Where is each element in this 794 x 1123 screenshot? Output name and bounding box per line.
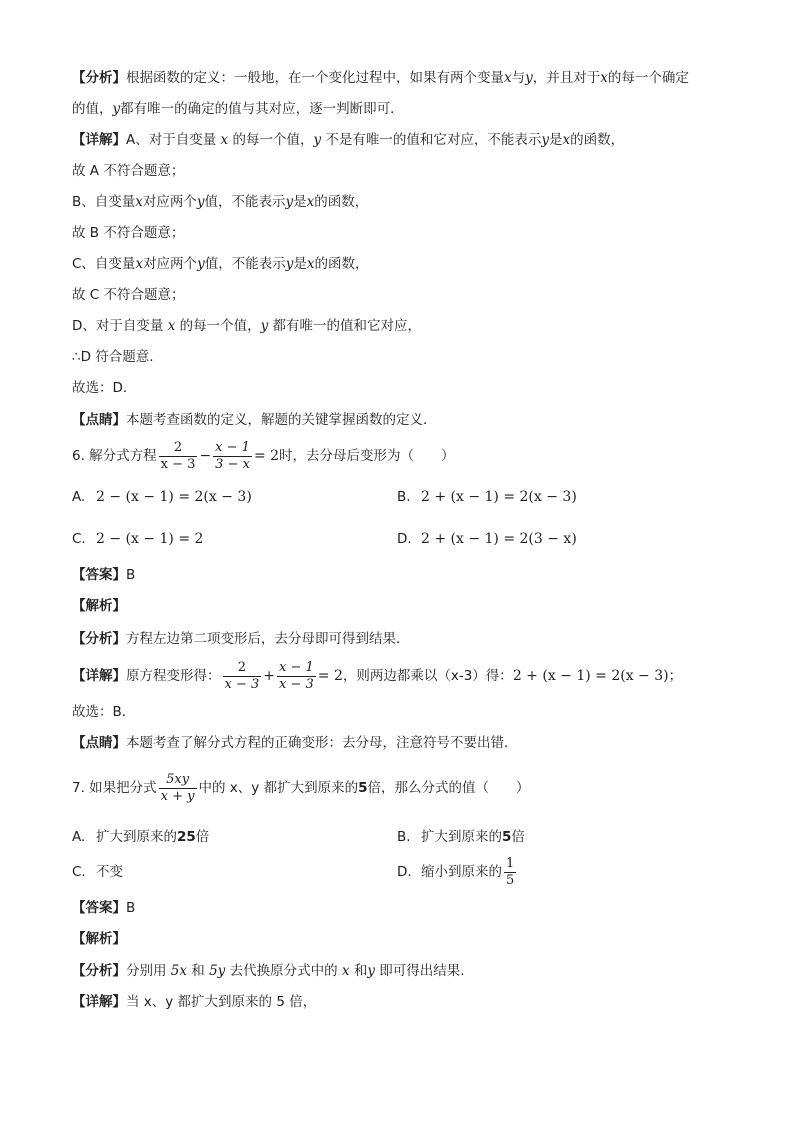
var-y: y <box>285 256 294 272</box>
var-x: x <box>135 194 143 210</box>
var-y: y <box>112 101 121 117</box>
expression: 5y <box>209 963 226 979</box>
analysis-tag: 【分析】 <box>72 631 126 647</box>
denominator: x − 3 <box>224 676 260 692</box>
option-label: D. <box>397 864 412 880</box>
q5-d-line <box>72 316 421 336</box>
text: 对应两个 <box>142 194 197 210</box>
q6-option-a[interactable] <box>72 487 252 507</box>
var-x: x <box>306 194 315 210</box>
text: D、对于自变量 <box>72 318 168 334</box>
text: 的函数， <box>314 256 369 272</box>
var-y: y <box>197 256 205 272</box>
expression: 5x <box>170 963 187 979</box>
solution-tag: 【解析】 <box>72 931 126 947</box>
number: 5 <box>502 829 512 845</box>
var-x: x <box>341 963 350 979</box>
text: 和 <box>349 963 368 979</box>
option-label: D. <box>397 531 412 547</box>
text: 对应两个 <box>143 256 198 272</box>
option-label: C. <box>72 864 86 880</box>
q5-comment <box>72 410 437 430</box>
text: 本题考查函数的定义，解题的关键掌握函数的定义． <box>126 412 437 428</box>
var-y: y <box>313 132 322 148</box>
q5-c-not: 故 C 不符合题意； <box>72 287 185 303</box>
denominator: x − 3 <box>279 676 314 692</box>
q5-a-not: 故 A 不符合题意； <box>72 163 185 179</box>
q5-b-not: 故 B 不符合题意； <box>72 225 185 241</box>
numerator: 2 <box>237 659 247 675</box>
q7-option-c[interactable] <box>72 862 123 882</box>
minus: − <box>199 448 212 464</box>
text: ； <box>668 668 683 684</box>
denominator: 5 <box>506 872 515 888</box>
q5-d-ok: ∴D 符合题意． <box>72 349 163 365</box>
analysis-tag: 【分析】 <box>72 70 126 86</box>
analysis-tag: 【分析】 <box>72 963 126 979</box>
q5-b-line <box>72 192 368 212</box>
option-label: B. <box>397 829 411 845</box>
comment-tag: 【点睛】 <box>72 735 126 751</box>
q7-analysis <box>72 961 465 981</box>
fraction <box>504 856 516 889</box>
var-x: x <box>562 132 571 148</box>
q6-solution-tag <box>72 596 126 616</box>
option-expr: 2 + (x − 1) = 2(x − 3) <box>421 489 577 505</box>
denominator: x − 3 <box>160 456 196 472</box>
text: 与 <box>511 70 526 86</box>
numerator: x − 1 <box>279 659 314 675</box>
detail-tag: 【详解】 <box>72 132 126 148</box>
text: B、自变量 <box>72 194 136 210</box>
text: 根据函数的定义：一般地，在一个变化过程中，如果有两个变量 <box>126 70 504 86</box>
option-expr: 2 − (x − 1) = 2(x − 3) <box>96 489 252 505</box>
fraction <box>277 660 316 693</box>
fraction <box>213 440 252 473</box>
q7-option-a[interactable] <box>72 827 209 847</box>
numerator: 2 <box>173 439 183 455</box>
text: ，并且对于 <box>532 70 601 86</box>
var-x: x <box>167 318 176 334</box>
numerator: 5xy <box>166 771 190 787</box>
fraction <box>223 660 262 693</box>
detail-tag: 【详解】 <box>72 668 126 684</box>
option-expr: 2 + (x − 1) = 2(3 − x) <box>421 531 577 547</box>
number: 5 <box>358 780 368 796</box>
q6-option-d[interactable] <box>397 529 577 549</box>
option-label: C. <box>72 531 86 547</box>
q7-stem <box>72 768 529 808</box>
var-x: x <box>306 256 315 272</box>
numerator: 1 <box>506 855 515 871</box>
q6-option-b[interactable] <box>397 487 577 507</box>
q6-detail <box>72 656 682 696</box>
text: 倍 <box>195 829 210 845</box>
expression: 2 + (x − 1) = 2(x − 3) <box>512 668 669 684</box>
text: 是 <box>293 194 307 210</box>
text: 方程左边第二项变形后，去分母即可得到结果． <box>126 631 410 647</box>
denominator: 3 − x <box>215 456 250 472</box>
text: 值，不能表示 <box>204 256 286 272</box>
text: 去代换原分式中的 <box>225 963 342 979</box>
q6-choose: 故选：B． <box>72 704 136 720</box>
text: 不是有唯一的值和它对应，不能表示 <box>321 132 542 148</box>
option-expr: 2 − (x − 1) = 2 <box>96 531 204 547</box>
text: 是 <box>549 132 563 148</box>
text: 和 <box>187 963 210 979</box>
q7-answer <box>72 898 135 918</box>
comment-tag: 【点睛】 <box>72 412 126 428</box>
q6-answer <box>72 565 135 585</box>
option-label: A. <box>72 489 86 505</box>
text: 都有唯一的确定的值与其对应，逐一判断即可． <box>120 101 404 117</box>
var-x: x <box>504 70 512 86</box>
var-y: y <box>525 70 533 86</box>
numerator: x − 1 <box>215 439 250 455</box>
q6-option-c[interactable] <box>72 529 203 549</box>
option-label: B. <box>397 489 411 505</box>
var-y: y <box>541 132 550 148</box>
text: A、对于自变量 <box>126 132 221 148</box>
q7-option-b[interactable] <box>397 827 525 847</box>
q6-stem <box>72 436 455 476</box>
text: 值，不能表示 <box>204 194 286 210</box>
q5-detail-line1 <box>72 130 624 150</box>
var-y: y <box>367 963 375 979</box>
text: 的函数， <box>314 194 369 210</box>
text: 即可得出结果. <box>374 963 465 979</box>
answer-value: B <box>126 900 136 916</box>
q6-analysis <box>72 629 410 649</box>
equals: = 2 <box>253 448 280 464</box>
q6-suffix: 时，去分母后变形为（ ） <box>279 448 455 464</box>
equals: = 2 <box>317 668 343 684</box>
text: C、自变量 <box>72 256 136 272</box>
q5-c-line <box>72 254 368 274</box>
answer-tag: 【答案】 <box>72 900 126 916</box>
text: 不变 <box>96 864 123 880</box>
text: 中的 x、y 都扩大到原来的 <box>198 780 359 796</box>
detail-tag: 【详解】 <box>72 994 126 1010</box>
q5-analysis-line1 <box>72 68 689 88</box>
fraction <box>159 440 198 473</box>
option-label: A. <box>72 829 86 845</box>
q7-option-d[interactable] <box>397 852 518 892</box>
text: 分别用 <box>126 963 171 979</box>
number: 25 <box>177 829 196 845</box>
text: 的每一个值， <box>175 318 261 334</box>
answer-value: B <box>126 567 136 583</box>
var-x: x <box>135 256 144 272</box>
q5-analysis-line2 <box>72 99 404 119</box>
q5-choose: 故选：D． <box>72 380 137 396</box>
q6-comment <box>72 733 518 753</box>
text: 都有唯一的值和它对应， <box>268 318 422 334</box>
text: 的每一个值， <box>228 132 314 148</box>
text: 原方程变形得： <box>126 668 221 684</box>
text: 当 x、y 都扩大到原来的 5 倍， <box>126 994 317 1010</box>
var-x: x <box>220 132 229 148</box>
text: 倍，那么分式的值（ ） <box>367 780 530 796</box>
text: ，则两边都乘以（x-3）得： <box>342 668 513 684</box>
text: 的函数， <box>570 132 625 148</box>
text: 的每一个确定 <box>607 70 689 86</box>
text: 缩小到原来的 <box>421 864 502 880</box>
text: 扩大到原来的 <box>421 829 502 845</box>
text: 扩大到原来的 <box>96 829 177 845</box>
q7-prefix: 7. 如果把分式 <box>72 780 157 796</box>
text: 倍 <box>511 829 525 845</box>
fraction <box>159 772 197 805</box>
var-y: y <box>260 318 269 334</box>
q6-prefix: 6. 解分式方程 <box>72 448 157 464</box>
var-y: y <box>196 194 205 210</box>
q7-detail <box>72 992 316 1012</box>
answer-tag: 【答案】 <box>72 567 126 583</box>
solution-tag: 【解析】 <box>72 598 126 614</box>
text: 的值， <box>72 101 113 117</box>
var-x: x <box>600 70 608 86</box>
plus: + <box>263 668 275 684</box>
text: 本题考查了解分式方程的正确变形：去分母，注意符号不要出错． <box>126 735 518 751</box>
q7-solution-tag <box>72 929 126 949</box>
denominator: x + y <box>160 788 195 804</box>
var-y: y <box>285 194 294 210</box>
text: 是 <box>293 256 307 272</box>
